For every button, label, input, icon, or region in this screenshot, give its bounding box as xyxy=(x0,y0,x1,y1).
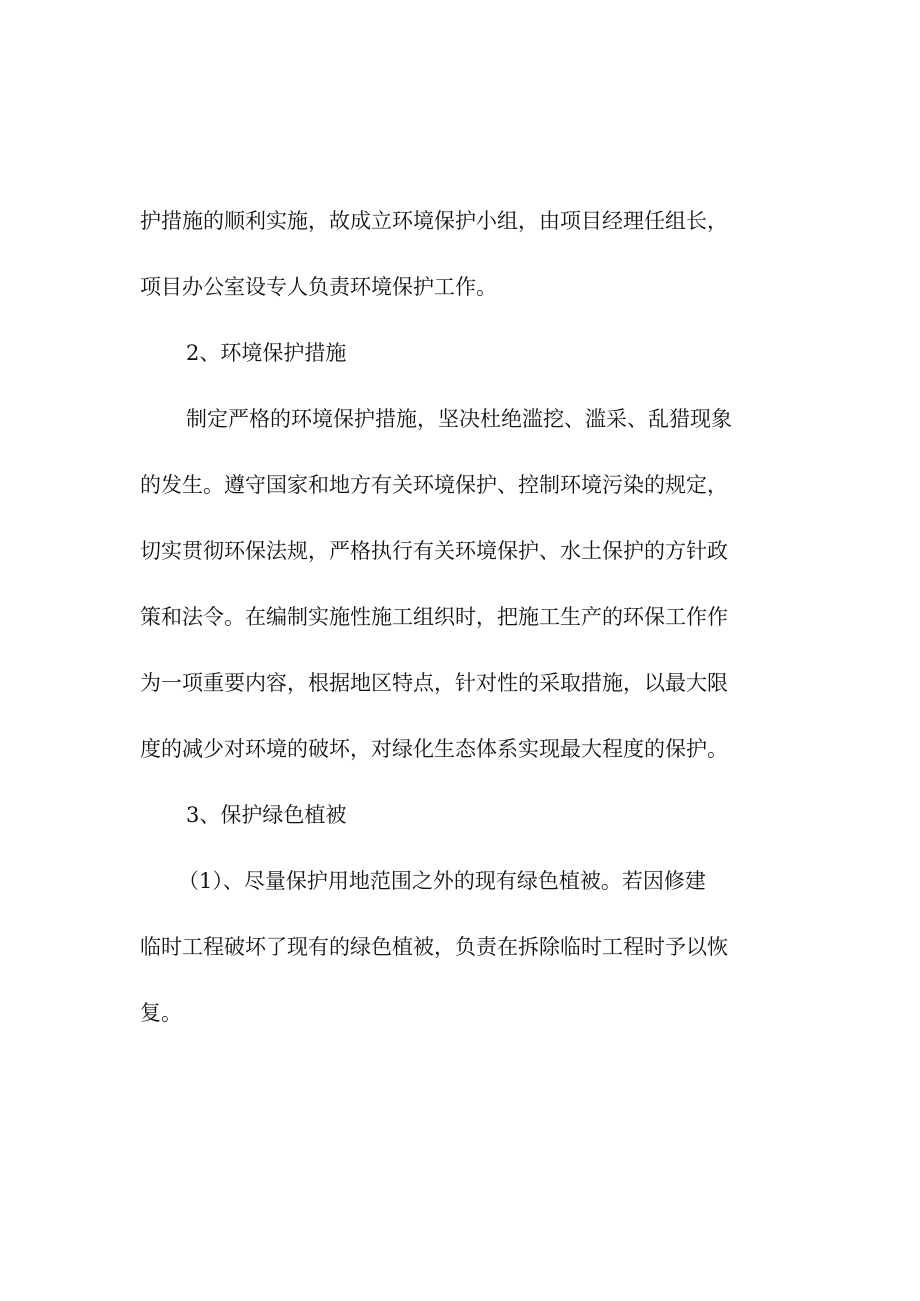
section-heading-3 xyxy=(0,795,920,835)
body-line-4 xyxy=(0,399,920,439)
line-text: 切实贯彻环保法规，严格执行有关环境保护、水土保护的方针政 xyxy=(140,539,728,563)
line-text: 项目办公室设专人负责环境保护工作。 xyxy=(140,275,497,299)
heading-text: 3、保护绿色植被 xyxy=(186,803,347,827)
body-line-9 xyxy=(0,729,920,769)
line-text: （1）、尽量保护用地范围之外的现有绿色植被。若因修建 xyxy=(178,869,706,893)
body-line-1 xyxy=(0,201,920,241)
line-text: 为一项重要内容，根据地区特点，针对性的采取措施，以最大限 xyxy=(140,671,728,695)
body-line-6 xyxy=(0,531,920,571)
body-line-12 xyxy=(0,927,920,967)
body-line-2 xyxy=(0,267,920,307)
body-line-7 xyxy=(0,597,920,637)
line-text: 度的减少对环境的破坏，对绿化生态体系实现最大程度的保护。 xyxy=(140,737,728,761)
body-line-13 xyxy=(0,993,920,1033)
body-line-8 xyxy=(0,663,920,703)
line-text: 策和法令。在编制实施性施工组织时，把施工生产的环保工作作 xyxy=(140,605,728,629)
body-line-11 xyxy=(0,861,920,901)
heading-text: 2、环境保护措施 xyxy=(186,341,347,365)
line-text: 的发生。遵守国家和地方有关环境保护、控制环境污染的规定， xyxy=(140,473,728,497)
body-line-5 xyxy=(0,465,920,505)
line-text: 临时工程破坏了现有的绿色植被，负责在拆除临时工程时予以恢 xyxy=(140,935,728,959)
section-heading-2 xyxy=(0,333,920,373)
line-text: 护措施的顺利实施，故成立环境保护小组，由项目经理任组长， xyxy=(140,209,728,233)
line-text: 制定严格的环境保护措施，坚决杜绝滥挖、滥采、乱猎现象 xyxy=(186,407,732,431)
line-text: 复。 xyxy=(140,1001,182,1025)
